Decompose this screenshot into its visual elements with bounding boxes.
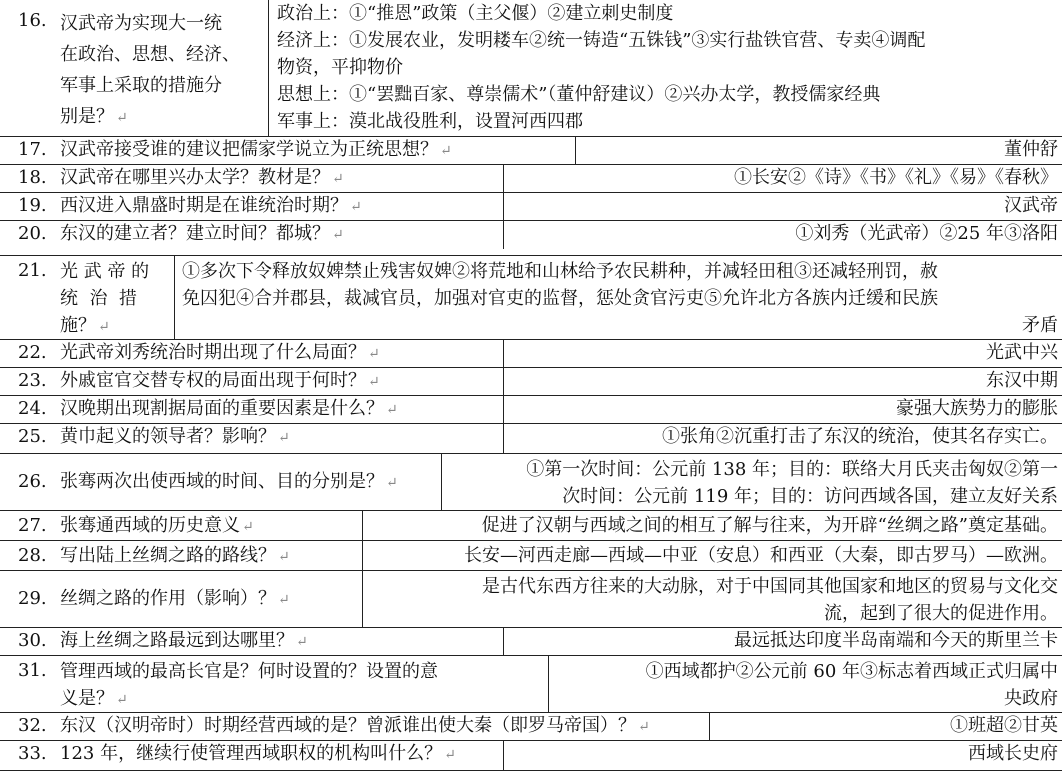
return-mark-icon: ↵ (350, 199, 362, 215)
question-17: 17. 汉武帝接受谁的建议把儒家学说立为正统思想？ ↵ (18, 139, 452, 160)
answer-26: ①第一次时间：公元前 138 年；目的：联络大月氏夹击匈奴②第一 次时间：公元前 119 年；目的：访问西域各国，建立友好关系 (526, 459, 1058, 507)
table-row (0, 0, 1062, 136)
table-row (0, 136, 1062, 165)
return-mark-icon: ↵ (444, 747, 456, 763)
table-row (0, 395, 1062, 424)
question-25: 25. 黄巾起义的领导者？影响？ ↵ (18, 426, 290, 447)
question-20: 20. 东汉的建立者？建立时间？都城？ ↵ (18, 223, 344, 244)
answer-16: 政治上：①“推恩”政策（主父偃）②建立刺史制度 经济上：①发展农业，发明耧车②统一铸造“五铢钱”③实行盐铁官营、专卖④调配 物资，平抑物价 思想上：①“罢黜百家、尊崇儒术”（董仲舒建议）②兴办太学，教授儒家经典 军事上：漠北战役胜利，设置河西四郡 (277, 3, 926, 132)
table-row (0, 540, 1062, 571)
return-mark-icon: ↵ (116, 692, 128, 708)
table-row (0, 712, 1062, 741)
question-21-text: 光 武 帝 的 统 治 措 施？ ↵ (60, 261, 150, 336)
question-30: 30. 海上丝绸之路最远到达哪里？ ↵ (18, 630, 308, 651)
return-mark-icon: ↵ (116, 110, 128, 126)
question-29: 29. 丝绸之路的作用（影响）？ ↵ (18, 588, 290, 609)
table-row (0, 367, 1062, 396)
table-row (0, 655, 1062, 713)
answer-31: ①西域都护②公元前 60 年③标志着西域正式归属中 央政府 (645, 661, 1058, 709)
answer-28: 长安—河西走廊—西域—中亚（安息）和西亚（大秦，即古罗马）—欧洲。 (464, 545, 1058, 566)
return-mark-icon: ↵ (332, 227, 344, 243)
return-mark-icon: ↵ (440, 143, 452, 159)
question-31-text: 管理西域的最高长官是？何时设置的？设置的意 义是？ ↵ (60, 661, 438, 709)
answer-22: 光武中兴 (986, 342, 1058, 363)
answer-20: ①刘秀（光武帝）②25 年③洛阳 (795, 223, 1058, 244)
return-mark-icon: ↵ (386, 402, 398, 418)
question-26: 26. 张骞两次出使西域的时间、目的分别是？ ↵ (18, 471, 398, 492)
return-mark-icon: ↵ (368, 346, 380, 362)
answer-30: 最远抵达印度半岛南端和今天的斯里兰卡 (734, 630, 1058, 651)
answer-19: 汉武帝 (1004, 195, 1058, 216)
answer-25: ①张角②沉重打击了东汉的统治，使其名存实亡。 (662, 426, 1058, 447)
return-mark-icon: ↵ (278, 592, 290, 608)
return-mark-icon: ↵ (242, 519, 254, 535)
return-mark-icon: ↵ (278, 430, 290, 446)
question-21: 21. (18, 260, 47, 281)
question-23: 23. 外戚宦官交替专权的局面出现于何时？ ↵ (18, 370, 380, 391)
answer-21: ①多次下令释放奴婢禁止残害奴婢②将荒地和山林给予农民耕种，并减轻田租③还减轻刑罚，赦 免囚犯④合并郡县，裁减官员，加强对官吏的监督，惩处贪官污吏⑤允许北方各族内迁缓和民族 矛盾 (182, 261, 1058, 336)
question-22: 22. 光武帝刘秀统治时期出现了什么局面？ ↵ (18, 342, 380, 363)
question-19: 19. 西汉进入鼎盛时期是在谁统治时期？ ↵ (18, 195, 362, 216)
return-mark-icon: ↵ (98, 319, 110, 335)
table-row (0, 164, 1062, 193)
question-18: 18. 汉武帝在哪里兴办太学？教材是？ ↵ (18, 167, 344, 188)
table-row (0, 255, 1062, 340)
question-31: 31. (18, 660, 47, 681)
table-row (0, 220, 1062, 249)
table-row (0, 339, 1062, 368)
question-32: 32. 东汉（汉明帝时）时期经营西域的是？曾派谁出使大秦（即罗马帝国）？ ↵ (18, 715, 650, 736)
question-28: 28. 写出陆上丝绸之路的路线？ ↵ (18, 545, 290, 566)
table-row (0, 192, 1062, 221)
answer-17: 董仲舒 (1004, 139, 1058, 160)
return-mark-icon: ↵ (296, 634, 308, 650)
table-row (0, 570, 1062, 628)
answer-33: 西域长史府 (968, 743, 1058, 764)
question-27: 27. 张骞通西域的历史意义 ↵ (18, 515, 254, 536)
question-24: 24. 汉晚期出现割据局面的重要因素是什么？ ↵ (18, 398, 398, 419)
table-row (0, 423, 1062, 454)
table-row (0, 740, 1062, 771)
question-16-text: 汉武帝为实现大一统 在政治、思想、经济、 军事上采取的措施分 别是？ ↵ (60, 13, 240, 127)
answer-23: 东汉中期 (986, 370, 1058, 391)
question-33: 33. 123 年，继续行使管理西域职权的机构叫什么？ ↵ (18, 743, 456, 764)
answer-32: ①班超②甘英 (950, 715, 1058, 736)
return-mark-icon: ↵ (638, 719, 650, 735)
return-mark-icon: ↵ (332, 171, 344, 187)
table-row (0, 510, 1062, 541)
return-mark-icon: ↵ (278, 549, 290, 565)
table-row (0, 627, 1062, 656)
answer-27: 促进了汉朝与西域之间的相互了解与往来，为开辟“丝绸之路”奠定基础。 (481, 515, 1058, 536)
question-16: 16. (18, 10, 47, 31)
answer-24: 豪强大族势力的膨胀 (896, 398, 1058, 419)
table-row (0, 453, 1062, 511)
answer-29: 是古代东西方往来的大动脉，对于中国同其他国家和地区的贸易与文化交 流，起到了很大的促进作用。 (482, 576, 1058, 624)
return-mark-icon: ↵ (368, 374, 380, 390)
answer-18: ①长安②《诗》《书》《礼》《易》《春秋》 (734, 167, 1058, 188)
return-mark-icon: ↵ (386, 475, 398, 491)
